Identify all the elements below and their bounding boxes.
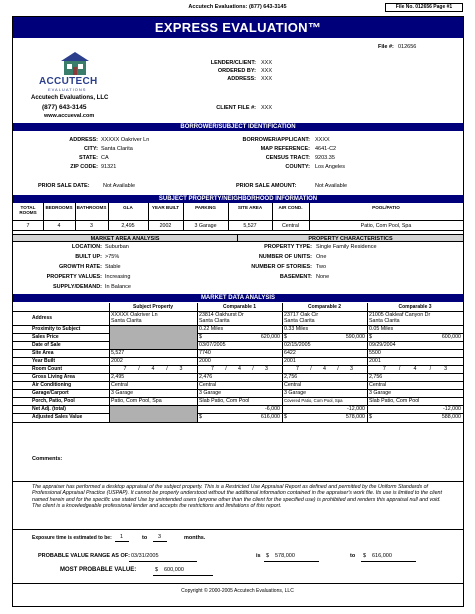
header-contact: Accutech Evaluations: (877) 643-3145 — [188, 4, 287, 10]
property-col-header: PARKING — [195, 205, 216, 210]
property-type-label: PROPERTY TYPE: — [264, 244, 312, 250]
most-probable-label: MOST PROBABLE VALUE: — [60, 567, 137, 573]
mda-row-label: Porch, Patio, Pool — [32, 398, 75, 404]
applicant-label: BORROWER/APPLICANT: — [242, 137, 310, 143]
mda-room-count: 7 — [123, 366, 127, 372]
property-col-value: 3 Garage — [194, 223, 217, 229]
borrower-section-header: BORROWER/SUBJECT IDENTIFICATION — [13, 123, 463, 131]
ordered-by-value: XXX — [261, 68, 273, 74]
mda-room-slash: / — [310, 366, 312, 372]
range-low-value: 578,000 — [275, 553, 295, 559]
mda-room-count: 3 — [179, 366, 183, 372]
applicant-value: XXXX — [315, 137, 330, 143]
property-col-value: 4 — [57, 223, 61, 229]
mda-adjusted-value: 588,000 — [441, 414, 461, 420]
exposure-label: Exposure time is estimated to be: — [32, 535, 112, 541]
mda-row-label: Adjusted Sales Value — [32, 414, 83, 420]
company-name: Accutech Evaluations, LLC — [31, 95, 109, 101]
mda-room-count: 3 — [350, 366, 353, 372]
lender-label: LENDER/CLIENT: — [210, 60, 256, 66]
mda-date-value: 09/29/2004 — [369, 342, 396, 348]
company-phone: (877) 643-3145 — [42, 104, 87, 111]
mda-air-value: Central — [111, 382, 129, 388]
growth-rate-value: Stable — [105, 264, 121, 270]
form-title: EXPRESS EVALUATION™ — [13, 17, 463, 38]
mda-currency: $ — [369, 334, 372, 340]
probable-range-label: PROBABLE VALUE RANGE AS OF: — [38, 553, 130, 559]
mda-site-value: 6422 — [284, 350, 296, 356]
file-number-box: File No. 012656 Page #1 — [385, 3, 463, 12]
mda-room-slash: / — [252, 366, 254, 372]
property-col-header: TOTAL ROOMS — [19, 205, 37, 215]
mda-address-line1: 21005 Oakleaf Canyon Dr — [369, 312, 431, 318]
mda-col-header: Subject Property — [132, 304, 173, 310]
location-label: LOCATION: — [71, 244, 102, 250]
mda-year-value: 2002 — [111, 358, 123, 364]
zip-value: 91321 — [101, 164, 117, 170]
basement-label: BASEMENT: — [279, 274, 312, 280]
mda-room-slash: / — [429, 366, 432, 372]
company-website: www.accueval.com — [44, 113, 95, 119]
property-section-header: SUBJECT PROPERTY/NEIGHBORHOOD INFORMATION — [13, 195, 463, 203]
mda-porch-value: Slab Patio, Com Pool — [199, 398, 250, 404]
mda-netadj-value: -6,000 — [264, 406, 280, 412]
mda-room-count: 3 — [444, 366, 448, 372]
mda-col-rule — [109, 303, 110, 422]
mda-col-header: Comparable 2 — [307, 304, 342, 310]
mda-netadj-value: -12,000 — [443, 406, 461, 412]
mda-row-label: Gross Living Area — [32, 374, 75, 380]
property-col-header: POOL/PATIO — [372, 205, 400, 210]
mda-adjusted-value: 616,000 — [260, 414, 280, 420]
mda-air-value: Central — [199, 382, 217, 388]
mda-room-count: 4 — [323, 366, 326, 372]
city-value: Santa Clarita — [101, 146, 133, 152]
lender-address-label: ADDRESS: — [227, 76, 256, 82]
mda-air-value: Central — [369, 382, 387, 388]
mda-gla-value: 2,756 — [284, 374, 298, 380]
mda-garage-value: 3 Garage — [284, 390, 307, 396]
mda-room-count: 4 — [151, 366, 155, 372]
mda-col-rule — [282, 303, 283, 422]
property-col-value: 3 — [90, 223, 93, 229]
city-label: CITY: — [84, 146, 98, 152]
prior-sale-date-value: Not Available — [103, 183, 136, 189]
mda-netadj-value: -12,000 — [347, 406, 365, 412]
mda-room-count: 7 — [211, 366, 214, 372]
mda-price-value: 600,000 — [441, 334, 461, 340]
built-up-value: >75% — [105, 254, 120, 260]
mda-gla-value: 2,756 — [369, 374, 383, 380]
exposure-from: 1 — [120, 534, 124, 540]
mda-room-count: 7 — [382, 366, 386, 372]
mda-room-slash: / — [138, 366, 140, 372]
mda-currency: $ — [199, 414, 202, 420]
mda-proximity-value: 0.33 Miles — [284, 326, 309, 332]
property-col-value: 5,527 — [243, 223, 257, 229]
mda-price-value: 620,000 — [260, 334, 280, 340]
property-col-value: 2,495 — [121, 223, 135, 229]
mda-gla-value: 2,476 — [199, 374, 213, 380]
market-data-analysis-header: MARKET DATA ANALYSIS — [13, 294, 463, 302]
mda-year-value: 2001 — [284, 358, 296, 364]
property-col-header: YEAR BUILT — [151, 205, 180, 210]
mda-address-line2: Santa Clarita — [369, 318, 400, 324]
range-low-currency: $ — [266, 553, 270, 559]
mda-row-label: Date of Sale — [32, 342, 61, 348]
mda-room-slash: / — [166, 366, 168, 372]
mda-row-label: Proximity to Subject — [32, 326, 81, 332]
client-file-label: CLIENT FILE #: — [216, 105, 256, 111]
mda-col-header: Comparable 1 — [222, 304, 257, 310]
stories-label: NUMBER OF STORIES: — [251, 264, 312, 270]
market-area-header: MARKET AREA ANALYSIS — [13, 234, 238, 242]
units-value: One — [316, 254, 327, 260]
mda-currency: $ — [369, 414, 372, 420]
mda-shaded-cell — [110, 326, 197, 349]
state-value: CA — [101, 155, 109, 161]
address-value: XXXXX Oakriver Ln — [101, 137, 150, 143]
comments-label: Comments: — [32, 456, 63, 462]
units-label: NUMBER OF UNITS: — [258, 254, 312, 260]
mda-address-line2: Santa Clarita — [199, 318, 230, 324]
mda-proximity-value: 0.22 Miles — [199, 326, 224, 332]
mda-room-slash: / — [398, 366, 401, 372]
growth-rate-label: GROWTH RATE: — [59, 264, 102, 270]
mda-proximity-value: 0.05 Miles — [369, 326, 394, 332]
stories-value: Two — [316, 264, 327, 270]
logo-text: ACCUTECH — [39, 76, 98, 87]
basement-value: None — [316, 274, 330, 280]
exposure-to: 3 — [158, 534, 162, 540]
mda-site-value: 5500 — [369, 350, 381, 356]
copyright: Copyright © 2000-2005 Accutech Evaluations, LLC — [181, 588, 294, 594]
property-col-header: SITE AREA — [237, 205, 263, 210]
zip-label: ZIP CODE: — [70, 164, 98, 170]
mda-address-line2: Santa Clarita — [284, 318, 315, 324]
mda-address-line1: 23814 Oakhurst Dr — [199, 312, 244, 318]
mda-row-label: Net Adj. (total) — [32, 406, 66, 412]
mda-currency: $ — [284, 334, 287, 340]
mda-porch-value: Slab Patio, Com Pool — [369, 398, 420, 404]
census-tract-label: CENSUS TRACT: — [265, 155, 310, 161]
mda-row-label: Garage/Carport — [32, 390, 69, 396]
mda-porch-value: Covered Patio, Com Pool, Spa — [284, 398, 343, 403]
company-logo — [58, 50, 92, 76]
ordered-by-label: ORDERED BY: — [217, 68, 256, 74]
built-up-label: BUILT UP: — [75, 254, 102, 260]
mda-garage-value: 3 Garage — [199, 390, 222, 396]
mda-garage-value: 3 Garage — [111, 390, 134, 396]
mda-col-header: Comparable 3 — [398, 304, 432, 310]
mda-row-label: Address — [32, 315, 53, 321]
property-characteristics-header: PROPERTY CHARACTERISTICS — [238, 234, 463, 242]
mda-row-label: Room Count — [32, 366, 62, 372]
mda-site-value: 5,527 — [111, 350, 125, 356]
property-col-header: AIR COND. — [278, 205, 303, 210]
county-label: COUNTY: — [285, 164, 310, 170]
property-col-value: Central — [281, 223, 300, 229]
range-to-label: to — [350, 553, 356, 559]
file-no-value: 012656 — [398, 44, 417, 50]
mda-address-line1: 23717 Oak Cir — [284, 312, 319, 318]
mda-site-value: 7740 — [199, 350, 211, 356]
map-reference-label: MAP REFERENCE: — [260, 146, 310, 152]
mda-row-label: Sales Price — [32, 334, 59, 340]
mda-row-label: Site Area — [32, 350, 54, 356]
map-reference-value: 4641-C2 — [315, 146, 337, 152]
mda-row-label: Air Conditioning — [32, 382, 72, 388]
lender-address-value: XXX — [261, 76, 273, 82]
probable-range-date: 03/31/2005 — [131, 553, 159, 559]
mda-air-value: Central — [284, 382, 302, 388]
mda-garage-value: 3 Garage — [369, 390, 392, 396]
mda-room-count: 4 — [238, 366, 241, 372]
range-high-value: 616,000 — [372, 553, 392, 559]
mda-rule — [13, 422, 463, 423]
mda-year-value: 2000 — [199, 358, 211, 364]
most-probable-currency: $ — [155, 567, 159, 573]
mda-adjusted-value: 578,000 — [345, 414, 365, 420]
property-values-value: Increasing — [105, 274, 131, 280]
disclaimer-text: The appraiser has performed a desktop appraisal of the subject property. This is a Restricted Use Appraisal Report as defined and permitted by the Uniform Standards of Professional Appraisal Practice (USPAP). It cannot be properly understood without the additional information contained in the appraiser's work file. Its use is limited to the client named herein and for the specific use stated Use by unintended users (anyone other than the client for the specified use) is prohibited and renders this appraisal null and void. The client is a knowledgeable professional lender and accepts the restrictions and limitations of this report. — [32, 484, 442, 510]
mda-date-value: 02/15/2005 — [284, 342, 311, 348]
property-col-header: BEDROOMS — [45, 205, 73, 210]
state-label: STATE: — [78, 155, 98, 161]
mda-col-rule — [367, 303, 368, 422]
property-col-header: BATHROOMS — [76, 205, 107, 210]
lender-value: XXX — [261, 60, 273, 66]
supply-demand-label: SUPPLY/DEMAND: — [53, 284, 102, 290]
mda-row-label: Year Built — [32, 358, 56, 364]
property-col-header: GLA — [123, 205, 133, 210]
mda-price-value: 590,000 — [345, 334, 365, 340]
property-col-value: 2002 — [159, 223, 172, 229]
property-col-value: Patio, Com Pool, Spa — [360, 223, 412, 229]
mda-room-count: 3 — [265, 366, 268, 372]
mda-room-count: 4 — [413, 366, 417, 372]
mda-gla-value: 2,495 — [111, 374, 125, 380]
census-tract-value: 9203.35 — [315, 155, 335, 161]
mda-currency: $ — [199, 334, 202, 340]
file-no-label: File #: — [378, 44, 394, 50]
property-type-value: Single Family Residence — [316, 244, 377, 250]
range-high-currency: $ — [363, 553, 367, 559]
exposure-to-label: to — [142, 535, 148, 541]
county-value: Los Angeles — [315, 164, 345, 170]
house-logo-icon — [58, 50, 92, 76]
mda-year-value: 2001 — [369, 358, 381, 364]
logo-subtext: EVALUATIONS — [48, 87, 87, 92]
mda-porch-value: Patio, Com Pool, Spa — [111, 398, 162, 404]
prior-sale-amount-value: Not Available — [315, 183, 348, 189]
prior-sale-date-label: PRIOR SALE DATE: — [38, 183, 90, 189]
mda-col-rule — [197, 303, 198, 422]
mda-date-value: 03/07/2005 — [199, 342, 226, 348]
exposure-unit: months. — [184, 535, 206, 541]
supply-demand-value: In Balance — [105, 284, 131, 290]
mda-room-slash: / — [225, 366, 227, 372]
most-probable-value: 600,000 — [164, 567, 184, 573]
mda-address-line1: XXXXX Oakriver Ln — [111, 312, 158, 318]
mda-address-line2: Santa Clarita — [111, 318, 142, 324]
mda-currency: $ — [284, 414, 287, 420]
mda-room-slash: / — [337, 366, 339, 372]
client-file-value: XXX — [261, 105, 273, 111]
address-label: ADDRESS: — [69, 137, 98, 143]
range-is-label: is — [256, 553, 261, 559]
location-value: Suburban — [105, 244, 129, 250]
mda-shaded-cell — [110, 406, 197, 422]
property-values-label: PROPERTY VALUES: — [46, 274, 102, 280]
prior-sale-amount-label: PRIOR SALE AMOUNT: — [236, 183, 297, 189]
property-col-value: 7 — [26, 223, 30, 229]
mda-room-count: 7 — [296, 366, 299, 372]
